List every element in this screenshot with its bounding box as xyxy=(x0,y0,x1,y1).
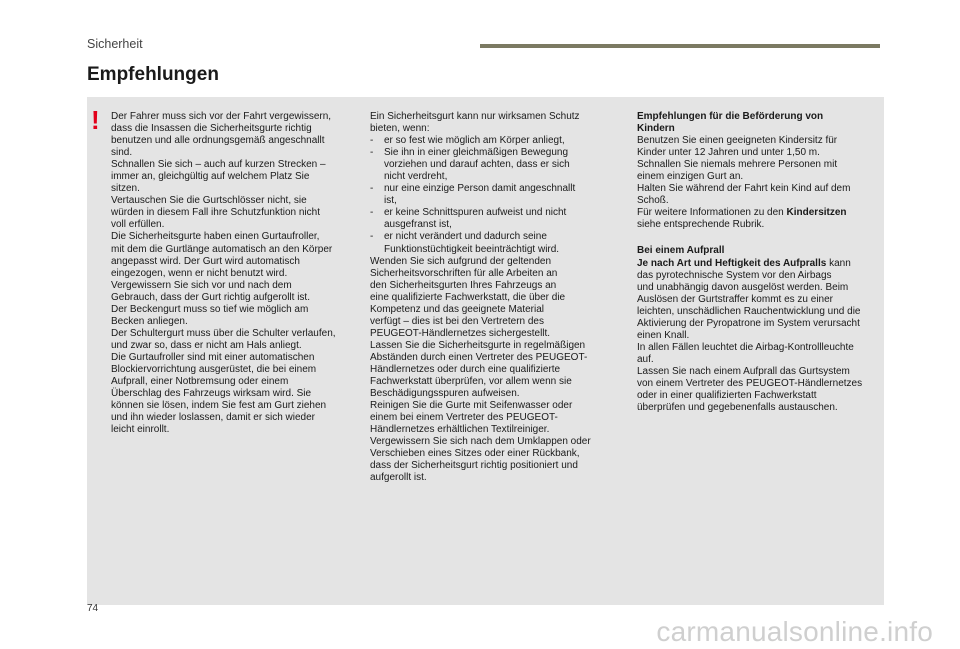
children-column xyxy=(637,111,885,414)
maintenance-text-line: aufgerollt ist. xyxy=(370,472,427,484)
children-text-line: Kinder unter 12 Jahren und unter 1,50 m. xyxy=(637,147,820,159)
seatbelt-column xyxy=(370,111,616,484)
warning-text-line: benutzen und alle ordnungsgemäß angeschnallt xyxy=(111,135,325,147)
list-item-line: er keine Schnittspuren aufweist und nicht xyxy=(384,207,567,219)
maintenance-text-line: den Sicherheitsgurten Ihres Fahrzeugs an xyxy=(370,279,557,291)
impact-heading: Bei einem Aufprall xyxy=(637,245,725,257)
list-item-line: Funktionstüchtigkeit beeinträchtigt wird. xyxy=(384,243,560,255)
warning-text-line: Der Schultergurt muss über die Schulter verlaufen, xyxy=(111,327,336,339)
warning-text-line: Gebrauch, dass der Gurt richtig aufgerollt ist. xyxy=(111,291,310,303)
children-text-line: einem einzigen Gurt an. xyxy=(637,171,744,183)
impact-text-line: In allen Fällen leuchtet die Airbag-Kontrollleuchte xyxy=(637,341,854,353)
warning-text-line: mit dem die Gurtlänge automatisch an den Körper xyxy=(111,243,333,255)
warning-text-line: Der Fahrer muss sich vor der Fahrt vergewissern, xyxy=(111,111,332,122)
warning-column xyxy=(111,111,351,436)
maintenance-text-line: Beschädigungsspuren aufweisen. xyxy=(370,388,520,400)
page-number: 74 xyxy=(87,603,99,614)
warning-text-line: und zwar so, dass er nicht am Hals anliegt. xyxy=(111,339,302,351)
condition-list-item xyxy=(370,231,616,255)
list-item-line: nicht verdreht, xyxy=(384,171,448,183)
list-item-line: ist, xyxy=(384,195,397,207)
impact-text-line: einen Knall. xyxy=(637,329,690,341)
impact-text-line: Aktivierung der Pyropatrone im System verursacht xyxy=(637,317,860,329)
maintenance-text-line: Händlernetzes erhältlichen Textilreiniger. xyxy=(370,424,550,436)
section-label: Sicherheit xyxy=(87,37,143,51)
maintenance-text-line: Wenden Sie sich aufgrund der geltenden xyxy=(370,255,552,267)
maintenance-text-line: PEUGEOT-Händlernetzes sichergestellt. xyxy=(370,327,551,339)
warning-text-line: eingezogen, wenn er nicht benutzt wird. xyxy=(111,267,288,279)
impact-lead-line: Je nach Art und Heftigkeit des Aufpralls kann xyxy=(637,257,851,269)
kindersitze-reference-line: Für weitere Informationen zu den Kindersitzen xyxy=(637,207,847,219)
warning-text-line: voll erfüllen. xyxy=(111,219,165,231)
warning-text-line: und ihn wieder loslassen, damit er sich wieder xyxy=(111,412,315,424)
dash-bullet: - xyxy=(370,183,374,195)
warning-text-line: Aufprall, einer Notbremsung oder einem xyxy=(111,376,289,388)
impact-text-line: überprüfen und gegebenenfalls austauschen. xyxy=(637,402,838,414)
children-text-line: Schnallen Sie niemals mehrere Personen mit xyxy=(637,159,838,171)
list-item-line: nur eine einzige Person damit angeschnallt xyxy=(384,183,576,195)
header-rule xyxy=(480,44,880,48)
maintenance-text-line: Abständen durch einen Vertreter des PEUGEOT- xyxy=(370,351,588,363)
list-item-line: Sie ihn in einer gleichmäßigen Bewegung xyxy=(384,147,569,159)
maintenance-text-line: Verschieben eines Sitzes oder einer Rückbank, xyxy=(370,448,580,460)
warning-text-line: sitzen. xyxy=(111,183,140,195)
warning-text-line: dass die Insassen die Sicherheitsgurte richtig xyxy=(111,123,312,135)
maintenance-text-line: einem bei einem Vertreter des PEUGEOT- xyxy=(370,412,558,424)
list-item-line: ausgefranst ist, xyxy=(384,219,452,231)
dash-bullet: - xyxy=(370,231,374,243)
maintenance-text-line: dass der Sicherheitsgurt richtig positioniert und xyxy=(370,460,578,472)
warning-text-line: immer an, gleichgültig auf welchem Platz Sie xyxy=(111,171,310,183)
impact-text-line: von einem Vertreter des PEUGEOT-Händlernetzes xyxy=(637,377,863,389)
condition-list-item xyxy=(370,147,616,183)
condition-list-item xyxy=(370,183,616,207)
impact-text-line: das pyrotechnische System vor den Airbags xyxy=(637,269,832,281)
condition-list-item xyxy=(370,207,616,231)
maintenance-text-line: Händlernetzes oder durch eine qualifizierte xyxy=(370,363,561,375)
children-text-line: Halten Sie während der Fahrt kein Kind auf dem xyxy=(637,183,851,195)
maintenance-text-line: eine qualifizierte Fachwerkstatt, die über die xyxy=(370,291,566,303)
warning-text-line: Vergewissern Sie sich vor und nach dem xyxy=(111,279,292,291)
children-text-line: Schoß. xyxy=(637,195,669,207)
maintenance-text-line: Vergewissern Sie sich nach dem Umklappen oder xyxy=(370,436,591,448)
maintenance-text-line: Sicherheitsvorschriften für alle Arbeiten an xyxy=(370,267,558,279)
impact-text-line: auf. xyxy=(637,353,654,365)
maintenance-text-line: Kompetenz und das geeignete Material xyxy=(370,303,545,315)
dash-bullet: - xyxy=(370,147,374,159)
maintenance-text-line: Reinigen Sie die Gurte mit Seifenwasser oder xyxy=(370,400,573,412)
list-item-line: er so fest wie möglich am Körper anliegt, xyxy=(384,135,565,147)
warning-text-line: Überschlag des Fahrzeugs wirksam wird. Sie xyxy=(111,388,312,400)
impact-text-line: leichten, unschädlichen Rauchentwicklung und die xyxy=(637,305,861,317)
warning-text-line: Die Gurtaufroller sind mit einer automatischen xyxy=(111,351,315,363)
maintenance-text-line: Lassen Sie die Sicherheitsgurte in regelmäßigen xyxy=(370,339,586,351)
intro-line: Ein Sicherheitsgurt kann nur wirksamen Schutz xyxy=(370,111,580,122)
impact-text-line: Lassen Sie nach einem Aufprall das Gurtsystem xyxy=(637,365,850,377)
warning-text-line: angepasst wird. Der Gurt wird automatisch xyxy=(111,255,300,267)
intro-line: bieten, wenn: xyxy=(370,123,430,135)
warning-text-line: Der Beckengurt muss so tief wie möglich am xyxy=(111,303,309,315)
warning-exclamation-icon: ! xyxy=(91,105,100,135)
page-title: Empfehlungen xyxy=(87,64,219,85)
warning-text-line: Becken anliegen. xyxy=(111,315,188,327)
list-item-line: er nicht verändert und dadurch seine xyxy=(384,231,547,243)
condition-list-item xyxy=(370,135,616,147)
children-text-line: Benutzen Sie einen geeigneten Kindersitz für xyxy=(637,135,838,147)
children-heading-line: Empfehlungen für die Beförderung von xyxy=(637,111,824,122)
impact-text-line: und unabhängig davon ausgelöst werden. Beim xyxy=(637,281,849,293)
list-item-line: vorziehen und darauf achten, dass er sich xyxy=(384,159,570,171)
dash-bullet: - xyxy=(370,135,374,147)
warning-text-line: Die Sicherheitsgurte haben einen Gurtaufroller, xyxy=(111,231,320,243)
warning-text-line: sind. xyxy=(111,147,133,159)
warning-text-line: können sie lösen, indem Sie fest am Gurt ziehen xyxy=(111,400,327,412)
children-heading-line: Kindern xyxy=(637,123,675,135)
reference-suffix: siehe entsprechende Rubrik. xyxy=(637,219,765,231)
warning-text-line: Blockiervorrichtung ausgerüstet, die bei einem xyxy=(111,363,317,375)
maintenance-text-line: Fachwerkstatt überprüfen, vor allem wenn sie xyxy=(370,376,572,388)
warning-text-line: würden in diesem Fall ihre Schutzfunktion nicht xyxy=(111,207,320,219)
warning-text-line: leicht einrollt. xyxy=(111,424,170,436)
warning-text-line: Vertauschen Sie die Gurtschlösser nicht, sie xyxy=(111,195,307,207)
warning-text-line: Schnallen Sie sich – auch auf kurzen Strecken – xyxy=(111,159,326,171)
dash-bullet: - xyxy=(370,207,374,219)
impact-text-line: oder in einer qualifizierten Fachwerkstatt xyxy=(637,390,817,402)
watermark: carmanualsonline.info xyxy=(656,616,933,647)
impact-text-line: Auslösen der Gurtstraffer kommt es zu einer xyxy=(637,293,834,305)
maintenance-text-line: verfügt – dies ist bei den Vertretern des xyxy=(370,315,544,327)
